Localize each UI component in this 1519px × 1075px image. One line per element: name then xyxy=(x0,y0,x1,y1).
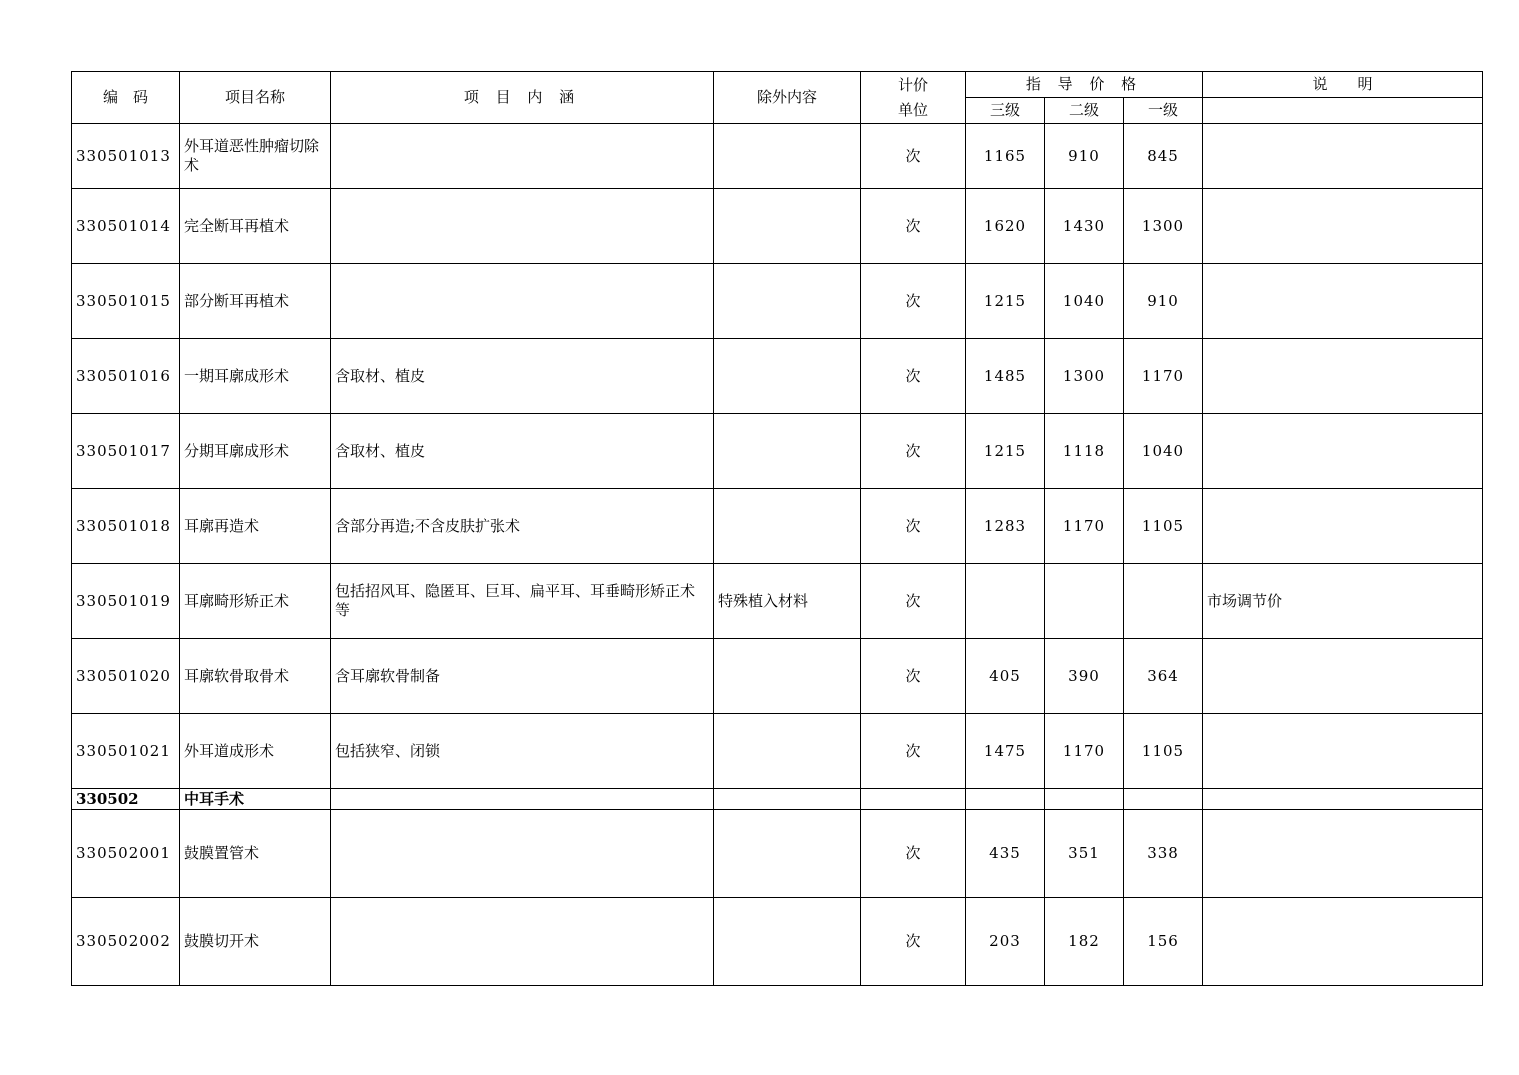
cell-excluded xyxy=(714,898,861,986)
cell-price-level2: 1170 xyxy=(1045,714,1124,789)
table-row xyxy=(72,564,1483,639)
table-row xyxy=(72,124,1483,189)
header-name: 项目名称 xyxy=(180,72,331,124)
table-row xyxy=(72,714,1483,789)
header-level3: 三级 xyxy=(966,98,1045,124)
section-blank-cell xyxy=(861,789,966,810)
cell-content xyxy=(331,810,714,898)
cell-excluded xyxy=(714,264,861,339)
cell-name: 鼓膜切开术 xyxy=(180,898,331,986)
table-row xyxy=(72,639,1483,714)
header-row-1 xyxy=(72,72,1483,98)
cell-price-level3: 1165 xyxy=(966,124,1045,189)
cell-unit: 次 xyxy=(861,898,966,986)
cell-excluded: 特殊植入材料 xyxy=(714,564,861,639)
cell-content xyxy=(331,124,714,189)
cell-content: 含取材、植皮 xyxy=(331,414,714,489)
cell-price-level3: 1620 xyxy=(966,189,1045,264)
cell-excluded xyxy=(714,339,861,414)
price-table xyxy=(71,71,1483,986)
section-blank-cell xyxy=(1203,789,1483,810)
header-note: 说 明 xyxy=(1203,72,1483,98)
section-blank-cell xyxy=(714,789,861,810)
cell-name: 完全断耳再植术 xyxy=(180,189,331,264)
cell-price-level2: 1040 xyxy=(1045,264,1124,339)
cell-code: 330502001 xyxy=(72,810,180,898)
cell-price-level2: 351 xyxy=(1045,810,1124,898)
cell-name: 耳廓软骨取骨术 xyxy=(180,639,331,714)
table-row xyxy=(72,414,1483,489)
cell-code: 330501019 xyxy=(72,564,180,639)
cell-price-level1: 1300 xyxy=(1124,189,1203,264)
table-row xyxy=(72,339,1483,414)
cell-code: 330501015 xyxy=(72,264,180,339)
cell-note: 市场调节价 xyxy=(1203,564,1483,639)
cell-name: 外耳道恶性肿瘤切除术 xyxy=(180,124,331,189)
cell-note xyxy=(1203,714,1483,789)
cell-code: 330501014 xyxy=(72,189,180,264)
cell-price-level3: 405 xyxy=(966,639,1045,714)
section-code: 330502 xyxy=(72,789,180,810)
cell-excluded xyxy=(714,489,861,564)
cell-note xyxy=(1203,489,1483,564)
cell-unit: 次 xyxy=(861,414,966,489)
header-unit: 计价 单位 xyxy=(861,72,966,124)
section-blank-cell xyxy=(1124,789,1203,810)
cell-price-level1: 910 xyxy=(1124,264,1203,339)
header-excluded: 除外内容 xyxy=(714,72,861,124)
table-row xyxy=(72,810,1483,898)
cell-price-level3: 1283 xyxy=(966,489,1045,564)
cell-note xyxy=(1203,264,1483,339)
header-level2: 二级 xyxy=(1045,98,1124,124)
cell-name: 外耳道成形术 xyxy=(180,714,331,789)
cell-price-level1: 1170 xyxy=(1124,339,1203,414)
cell-content: 含取材、植皮 xyxy=(331,339,714,414)
header-price: 指 导 价 格 xyxy=(966,72,1203,98)
cell-unit: 次 xyxy=(861,339,966,414)
cell-name: 一期耳廓成形术 xyxy=(180,339,331,414)
cell-excluded xyxy=(714,714,861,789)
cell-content: 含耳廓软骨制备 xyxy=(331,639,714,714)
cell-price-level3: 1215 xyxy=(966,414,1045,489)
cell-excluded xyxy=(714,189,861,264)
cell-excluded xyxy=(714,124,861,189)
cell-note xyxy=(1203,639,1483,714)
header-note-blank xyxy=(1203,98,1483,124)
table-row xyxy=(72,898,1483,986)
cell-name: 部分断耳再植术 xyxy=(180,264,331,339)
cell-content xyxy=(331,189,714,264)
table-row xyxy=(72,489,1483,564)
cell-unit: 次 xyxy=(861,714,966,789)
cell-price-level1: 1105 xyxy=(1124,489,1203,564)
cell-price-level1: 1040 xyxy=(1124,414,1203,489)
section-blank-cell xyxy=(1045,789,1124,810)
table-row xyxy=(72,189,1483,264)
cell-price-level2: 910 xyxy=(1045,124,1124,189)
cell-unit: 次 xyxy=(861,124,966,189)
cell-price-level1: 338 xyxy=(1124,810,1203,898)
cell-price-level3: 1215 xyxy=(966,264,1045,339)
section-name: 中耳手术 xyxy=(180,789,331,810)
cell-price-level1: 156 xyxy=(1124,898,1203,986)
cell-note xyxy=(1203,339,1483,414)
cell-content xyxy=(331,264,714,339)
cell-note xyxy=(1203,810,1483,898)
cell-price-level3: 203 xyxy=(966,898,1045,986)
cell-excluded xyxy=(714,639,861,714)
cell-name: 耳廓畸形矫正术 xyxy=(180,564,331,639)
section-row xyxy=(72,789,1483,810)
cell-price-level3: 1485 xyxy=(966,339,1045,414)
table-row xyxy=(72,264,1483,339)
cell-excluded xyxy=(714,414,861,489)
cell-code: 330501021 xyxy=(72,714,180,789)
cell-name: 耳廓再造术 xyxy=(180,489,331,564)
cell-price-level3: 435 xyxy=(966,810,1045,898)
section-blank-cell xyxy=(966,789,1045,810)
cell-excluded xyxy=(714,810,861,898)
cell-unit: 次 xyxy=(861,264,966,339)
cell-content: 包括狭窄、闭锁 xyxy=(331,714,714,789)
cell-note xyxy=(1203,124,1483,189)
cell-price-level3: 1475 xyxy=(966,714,1045,789)
cell-code: 330502002 xyxy=(72,898,180,986)
cell-price-level2: 390 xyxy=(1045,639,1124,714)
cell-note xyxy=(1203,414,1483,489)
cell-code: 330501018 xyxy=(72,489,180,564)
cell-price-level2: 1300 xyxy=(1045,339,1124,414)
header-level1: 一级 xyxy=(1124,98,1203,124)
cell-price-level1 xyxy=(1124,564,1203,639)
cell-unit: 次 xyxy=(861,489,966,564)
cell-price-level1: 845 xyxy=(1124,124,1203,189)
cell-code: 330501016 xyxy=(72,339,180,414)
cell-code: 330501013 xyxy=(72,124,180,189)
cell-unit: 次 xyxy=(861,810,966,898)
cell-unit: 次 xyxy=(861,564,966,639)
cell-code: 330501020 xyxy=(72,639,180,714)
cell-note xyxy=(1203,898,1483,986)
cell-price-level1: 1105 xyxy=(1124,714,1203,789)
cell-price-level2: 1170 xyxy=(1045,489,1124,564)
section-blank-cell xyxy=(331,789,714,810)
cell-price-level2: 182 xyxy=(1045,898,1124,986)
cell-price-level3 xyxy=(966,564,1045,639)
cell-price-level2: 1118 xyxy=(1045,414,1124,489)
cell-price-level1: 364 xyxy=(1124,639,1203,714)
header-content: 项 目 内 涵 xyxy=(331,72,714,124)
cell-price-level2 xyxy=(1045,564,1124,639)
cell-price-level2: 1430 xyxy=(1045,189,1124,264)
cell-unit: 次 xyxy=(861,189,966,264)
cell-name: 分期耳廓成形术 xyxy=(180,414,331,489)
header-code: 编 码 xyxy=(72,72,180,124)
cell-unit: 次 xyxy=(861,639,966,714)
cell-content: 含部分再造;不含皮肤扩张术 xyxy=(331,489,714,564)
cell-content: 包括招风耳、隐匿耳、巨耳、扁平耳、耳垂畸形矫正术等 xyxy=(331,564,714,639)
cell-code: 330501017 xyxy=(72,414,180,489)
cell-note xyxy=(1203,189,1483,264)
cell-content xyxy=(331,898,714,986)
cell-name: 鼓膜置管术 xyxy=(180,810,331,898)
